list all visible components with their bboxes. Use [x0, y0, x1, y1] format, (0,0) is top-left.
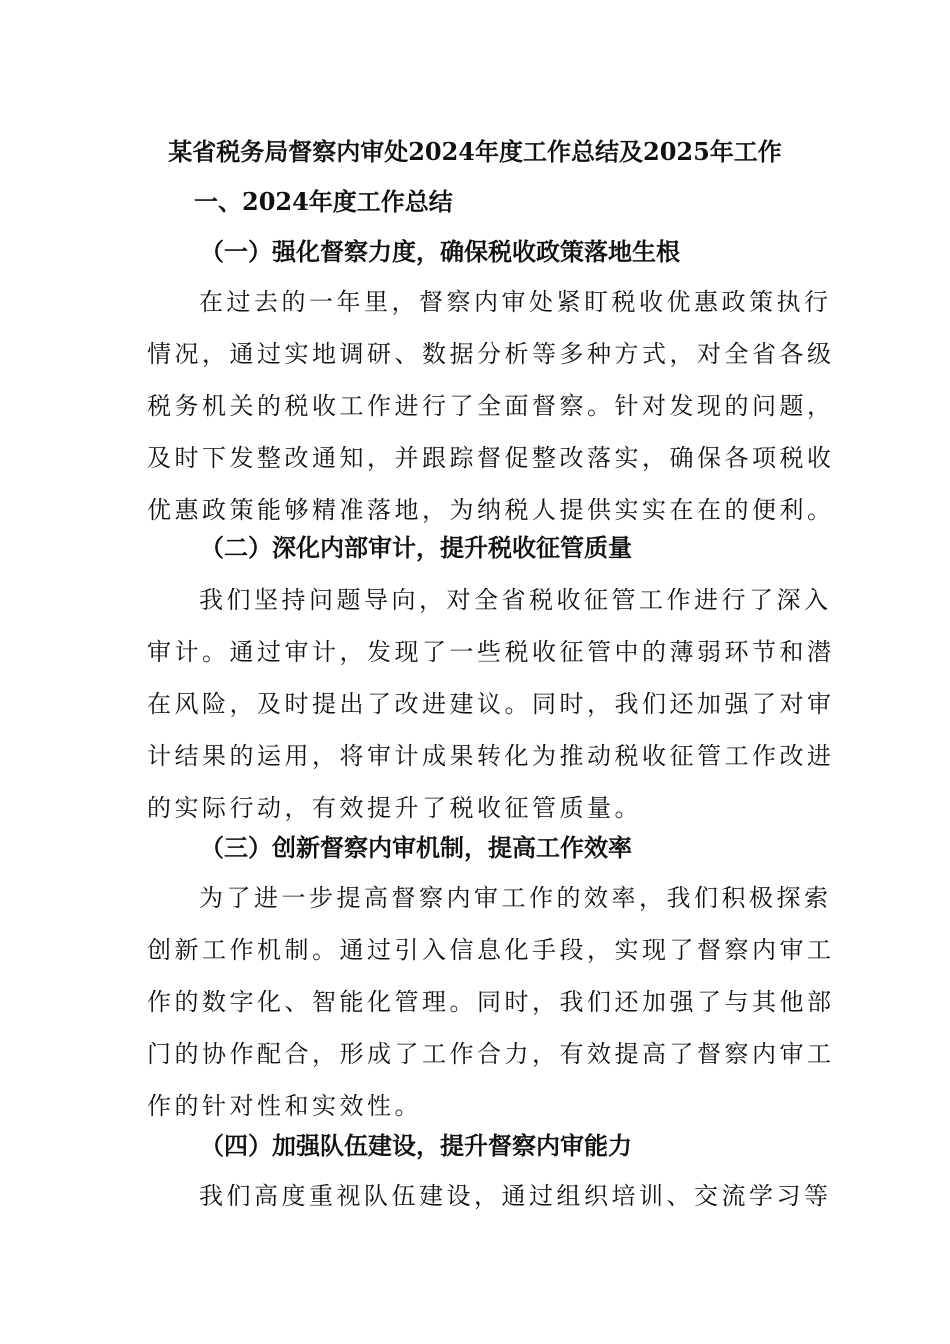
subsection-heading-2: （二）深化内部审计，提升税收征管质量	[200, 533, 632, 562]
subsection-3-paragraph	[147, 872, 835, 1132]
subsection-2-paragraph	[147, 574, 835, 834]
paragraph-line: 计结果的运用，将审计成果转化为推动税收征管工作改进	[147, 742, 835, 770]
paragraph-line: 为了进一步提高督察内审工作的效率，我们积极探索	[199, 884, 832, 912]
paragraph-line: 作的针对性和实效性。	[147, 1092, 422, 1120]
paragraph-line: 门的协作配合，形成了工作合力，有效提高了督察内审工	[147, 1040, 835, 1068]
subsection-4-paragraph	[147, 1170, 832, 1222]
subsection-1-paragraph	[147, 276, 835, 536]
section-heading-annual-summary: 一、2024年度工作总结	[194, 187, 453, 216]
subsection-heading-3: （三）创新督察内审机制，提高工作效率	[200, 833, 632, 862]
subsection-heading-4: （四）加强队伍建设，提升督察内审能力	[200, 1131, 632, 1160]
subsection-heading-1: （一）强化督察力度，确保税收政策落地生根	[200, 237, 680, 266]
paragraph-line: 我们高度重视队伍建设，通过组织培训、交流学习等	[199, 1182, 832, 1210]
paragraph-line: 情况，通过实地调研、数据分析等多种方式，对全省各级	[147, 340, 835, 368]
paragraph-line: 的实际行动，有效提升了税收征管质量。	[147, 794, 642, 822]
paragraph-line: 作的数字化、智能化管理。同时，我们还加强了与其他部	[147, 988, 835, 1016]
paragraph-line: 优惠政策能够精准落地，为纳税人提供实实在在的便利。	[147, 496, 835, 524]
paragraph-line: 我们坚持问题导向，对全省税收征管工作进行了深入	[199, 586, 832, 614]
paragraph-line: 税务机关的税收工作进行了全面督察。针对发现的问题，	[147, 392, 835, 420]
paragraph-line: 及时下发整改通知，并跟踪督促整改落实，确保各项税收	[147, 444, 835, 472]
paragraph-line: 在过去的一年里，督察内审处紧盯税收优惠政策执行	[199, 288, 832, 316]
paragraph-line: 创新工作机制。通过引入信息化手段，实现了督察内审工	[147, 936, 835, 964]
paragraph-line: 在风险，及时提出了改进建议。同时，我们还加强了对审	[147, 690, 835, 718]
document-title: 某省税务局督察内审处2024年度工作总结及2025年工作	[168, 137, 782, 166]
paragraph-line: 审计。通过审计，发现了一些税收征管中的薄弱环节和潜	[147, 638, 835, 666]
